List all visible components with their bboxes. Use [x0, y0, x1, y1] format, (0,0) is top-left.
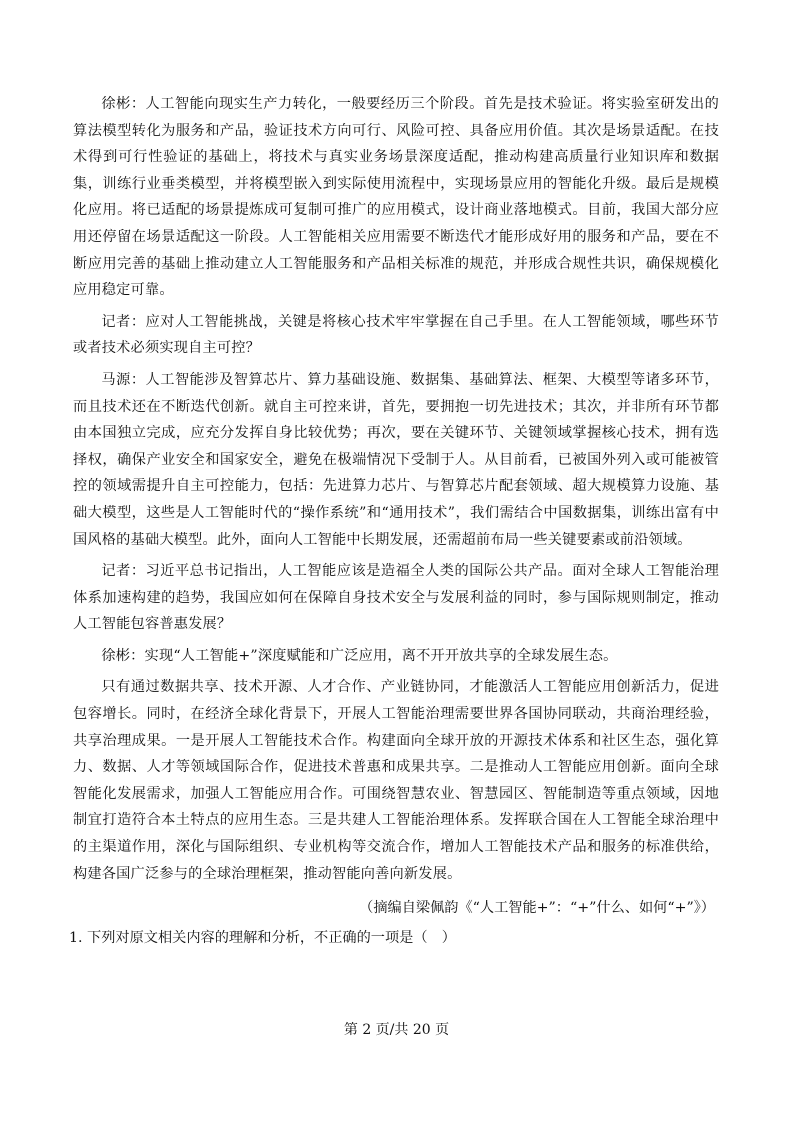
paragraph-reporter-question-2: 记者：习近平总书记指出，人工智能应该是造福全人类的国际公共产品。面对全球人工智能治理体系加速构建的趋势，我国应如何在保障自身技术安全与发展利益的同时，参与国际规则制定，推动人工智能包容普惠发展？	[73, 563, 719, 633]
paragraph-reporter-question-1: 记者：应对人工智能挑战，关键是将核心技术牢牢掌握在自己手里。在人工智能领域，哪些环节或者技术必须实现自主可控？	[73, 313, 719, 357]
question-1: 1. 下列对原文相关内容的理解和分析，不正确的一项是（ ）	[69, 930, 456, 947]
paragraph-xubin-stages: 徐彬：人工智能向现实生产力转化，一般要经历三个阶段。首先是技术验证。将实验室研发出的算法模型转化为服务和产品，验证技术方向可行、风险可控、具备应用价值。其次是场景适配。在技术得到可行性验证的基础上，将技术与真实业务场景深度适配，推动构建高质量行业知识库和数据集，训练行业垂类模型，并将模型嵌入到实际使用流程中，实现场景应用的智能化升级。最后是规模化应用。将已适配的场景提炼成可复制可推广的应用模式，设计商业落地模式。目前，我国大部分应用还停留在场景适配这一阶段。人工智能相关应用需要不断迭代才能形成好用的服务和产品，要在不断应用完善的基础上推动建立人工智能服务和产品相关标准的规范，并形成合规性共识，确保规模化应用稳定可靠。	[73, 96, 719, 299]
page-number: 第 2 页/共 20 页	[343, 1022, 450, 1038]
paragraph-mayuan-answer: 马源：人工智能涉及智算芯片、算力基础设施、数据集、基础算法、框架、大模型等诸多环节，而且技术还在不断迭代创新。就自主可控来讲，首先，要拥抱一切先进技术；其次，并非所有环节都由本国独立完成，应充分发挥自身比较优势；再次，要在关键环节、关键领域掌握核心技术，拥有选择权，确保产业安全和国家安全，避免在极端情况下受制于人。从目前看，已被国外列入或可能被管控的领域需提升自主可控能力，包括：先进算力芯片、与智算芯片配套领域、超大规模算力设施、基础大模型，这些是人工智能时代的“操作系统”和“通用技术”，我们需结合中国数据集，训练出富有中国风格的基础大模型。此外，面向人工智能中长期发展，还需超前布局一些关键要素或前沿领域。	[73, 371, 719, 548]
paragraph-cooperation: 只有通过数据共享、技术开源、人才合作、产业链协同，才能激活人工智能应用创新活力，促进包容增长。同时，在经济全球化背景下，开展人工智能治理需要世界各国协同联动，共商治理经验，共享治理成果。一是开展人工智能技术合作。构建面向全球开放的开源技术体系和社区生态，强化算力、数据、人才等领域国际合作，促进技术普惠和成果共享。二是推动人工智能应用创新。面向全球智能化发展需求，加强人工智能应用合作。可围绕智慧农业、智慧园区、智能制造等重点领域，因地制宜打造符合本土特点的应用生态。三是共建人工智能治理体系。发挥联合国在人工智能全球治理中的主渠道作用，深化与国际组织、专业机构等交流合作，增加人工智能技术产品和服务的标准供给，构建各国广泛参与的全球治理框架，推动智能向善向新发展。	[73, 679, 719, 882]
article-body	[69, 91, 719, 951]
article-source: （摘编自梁佩韵《“人工智能+”：“+”什么、如何“+”》）	[359, 900, 715, 917]
paragraph-xubin-ecosystem: 徐彬：实现“人工智能+”深度赋能和广泛应用，离不开开放共享的全球发展生态。	[101, 647, 618, 664]
